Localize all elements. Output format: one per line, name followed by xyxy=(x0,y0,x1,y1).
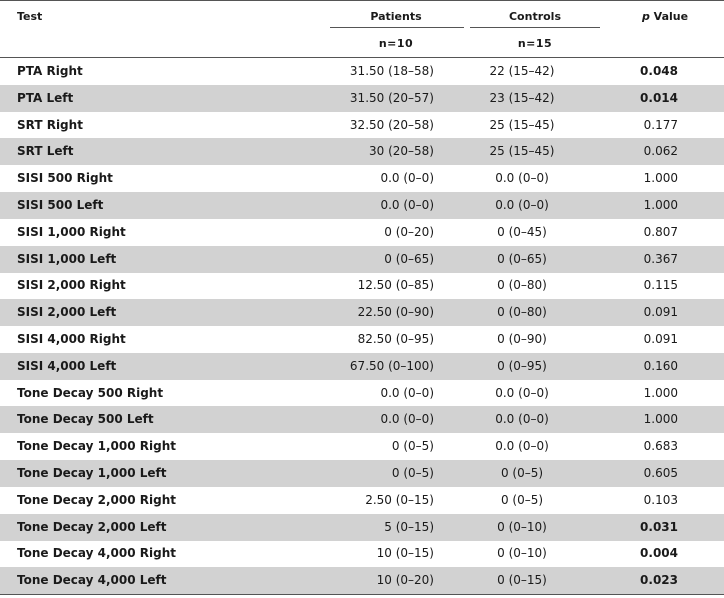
patients-cell: 0 (0–20) xyxy=(384,224,434,239)
table-row xyxy=(0,192,724,219)
test-name-cell: SISI 1,000 Left xyxy=(17,251,117,266)
patients-cell: 0.0 (0–0) xyxy=(380,385,434,400)
table-row xyxy=(0,299,724,326)
patients-cell: 12.50 (0–85) xyxy=(357,278,434,293)
test-name-cell: Tone Decay 4,000 Left xyxy=(17,573,167,588)
patients-cell: 32.50 (20–58) xyxy=(349,117,434,132)
p-value-cell: 0.177 xyxy=(643,117,678,132)
patients-cell: 0 (0–5) xyxy=(391,439,434,454)
test-name-cell: Tone Decay 2,000 Left xyxy=(17,519,167,534)
controls-cell: 25 (15–45) xyxy=(489,144,555,159)
test-name-cell: SISI 4,000 Left xyxy=(17,358,117,373)
table-row xyxy=(0,246,724,273)
p-value-cell: 0.807 xyxy=(643,224,678,239)
p-value-cell: 0.062 xyxy=(643,144,678,159)
test-name-cell: SISI 2,000 Left xyxy=(17,305,117,320)
table-row xyxy=(0,58,724,85)
p-value-cell: 0.031 xyxy=(640,519,678,534)
table-row xyxy=(0,165,724,192)
table-row xyxy=(0,514,724,541)
bottom-rule xyxy=(0,594,724,595)
table-row xyxy=(0,433,724,460)
controls-cell: 0 (0–10) xyxy=(497,546,547,561)
test-name-cell: SISI 4,000 Right xyxy=(17,332,126,346)
header-p-value xyxy=(620,10,710,23)
patients-cell: 0.0 (0–0) xyxy=(380,412,434,427)
controls-cell: 23 (15–42) xyxy=(489,90,555,105)
table-row xyxy=(0,272,724,299)
p-value-cell: 0.023 xyxy=(640,573,678,588)
patients-cell: 0 (0–65) xyxy=(384,251,434,266)
test-name-cell: Tone Decay 500 Right xyxy=(17,385,164,400)
controls-cell: 0.0 (0–0) xyxy=(495,198,549,212)
controls-cell: 22 (15–42) xyxy=(489,64,555,78)
controls-cell: 0 (0–95) xyxy=(497,358,547,373)
controls-cell: 0 (0–45) xyxy=(497,224,547,239)
p-value-cell: 0.367 xyxy=(643,251,678,266)
patients-cell: 30 (20–58) xyxy=(369,144,434,159)
controls-cell: 0 (0–15) xyxy=(497,573,547,588)
patients-cell: 10 (0–20) xyxy=(376,573,434,588)
test-name-cell: Tone Decay 1,000 Left xyxy=(17,466,167,480)
test-name-cell: Tone Decay 4,000 Right xyxy=(17,546,176,561)
header-p-italic: p xyxy=(641,10,650,23)
patients-cell: 31.50 (18–58) xyxy=(349,64,434,78)
patients-cell: 0 (0–5) xyxy=(391,466,434,480)
header-patients: Patients xyxy=(370,10,422,23)
header-controls-n: n=15 xyxy=(517,37,553,50)
p-value-cell: 0.160 xyxy=(643,358,678,373)
controls-cell: 0 (0–10) xyxy=(497,519,547,534)
patients-header-rule xyxy=(330,27,464,28)
p-value-cell: 0.048 xyxy=(640,64,678,78)
patients-cell: 2.50 (0–15) xyxy=(365,492,434,507)
table-row xyxy=(0,487,724,514)
table-row xyxy=(0,460,724,487)
table-row xyxy=(0,219,724,246)
test-name-cell: PTA Left xyxy=(17,90,74,105)
test-name-cell: PTA Right xyxy=(17,64,83,78)
p-value-cell: 0.605 xyxy=(643,466,678,480)
table-row xyxy=(0,406,724,433)
controls-cell: 0.0 (0–0) xyxy=(495,412,549,427)
test-name-cell: SISI 2,000 Right xyxy=(17,278,126,293)
patients-cell: 31.50 (20–57) xyxy=(349,90,434,105)
p-value-cell: 1.000 xyxy=(643,385,678,400)
test-name-cell: SISI 500 Right xyxy=(17,171,113,186)
controls-cell: 0 (0–5) xyxy=(500,466,544,480)
controls-cell: 0 (0–80) xyxy=(497,305,547,320)
test-name-cell: SRT Left xyxy=(17,144,74,159)
patients-cell: 5 (0–15) xyxy=(384,519,434,534)
test-name-cell: SISI 500 Left xyxy=(17,198,104,212)
table-row xyxy=(0,112,724,139)
header-value-label: Value xyxy=(653,10,689,23)
table-row xyxy=(0,353,724,380)
table-row xyxy=(0,567,724,594)
header-test: Test xyxy=(17,10,43,23)
p-value-cell: 0.091 xyxy=(643,305,678,320)
p-value-cell: 0.103 xyxy=(643,492,678,507)
p-value-cell: 1.000 xyxy=(643,198,678,212)
controls-header-rule xyxy=(470,27,600,28)
controls-cell: 0 (0–80) xyxy=(497,278,547,293)
patients-cell: 0.0 (0–0) xyxy=(380,198,434,212)
p-value-cell: 1.000 xyxy=(643,171,678,186)
table-row xyxy=(0,85,724,112)
controls-cell: 0.0 (0–0) xyxy=(495,439,549,454)
table-row xyxy=(0,380,724,407)
p-value-cell: 0.091 xyxy=(643,332,678,346)
test-name-cell: Tone Decay 1,000 Right xyxy=(17,439,176,454)
top-rule xyxy=(0,0,724,1)
p-value-cell: 0.004 xyxy=(640,546,678,561)
test-name-cell: Tone Decay 2,000 Right xyxy=(17,492,176,507)
table-row xyxy=(0,326,724,353)
controls-cell: 0 (0–65) xyxy=(497,251,547,266)
table-row xyxy=(0,138,724,165)
patients-cell: 0.0 (0–0) xyxy=(380,171,434,186)
controls-cell: 0.0 (0–0) xyxy=(495,385,549,400)
table-row xyxy=(0,540,724,567)
p-value-cell: 0.115 xyxy=(643,278,678,293)
test-name-cell: SRT Right xyxy=(17,117,83,132)
patients-cell: 67.50 (0–100) xyxy=(349,358,434,373)
p-value-cell: 0.014 xyxy=(640,90,678,105)
p-value-cell: 1.000 xyxy=(643,412,678,427)
controls-cell: 0.0 (0–0) xyxy=(495,171,549,186)
controls-cell: 0 (0–5) xyxy=(500,492,544,507)
controls-cell: 25 (15–45) xyxy=(489,117,555,132)
controls-cell: 0 (0–90) xyxy=(497,332,547,346)
header-controls: Controls xyxy=(508,10,562,23)
header-patients-n: n=10 xyxy=(378,37,414,50)
patients-cell: 22.50 (0–90) xyxy=(357,305,434,320)
test-name-cell: Tone Decay 500 Left xyxy=(17,412,154,427)
patients-cell: 82.50 (0–95) xyxy=(357,332,434,346)
patients-cell: 10 (0–15) xyxy=(376,546,434,561)
test-name-cell: SISI 1,000 Right xyxy=(17,224,126,239)
p-value-cell: 0.683 xyxy=(643,439,678,454)
